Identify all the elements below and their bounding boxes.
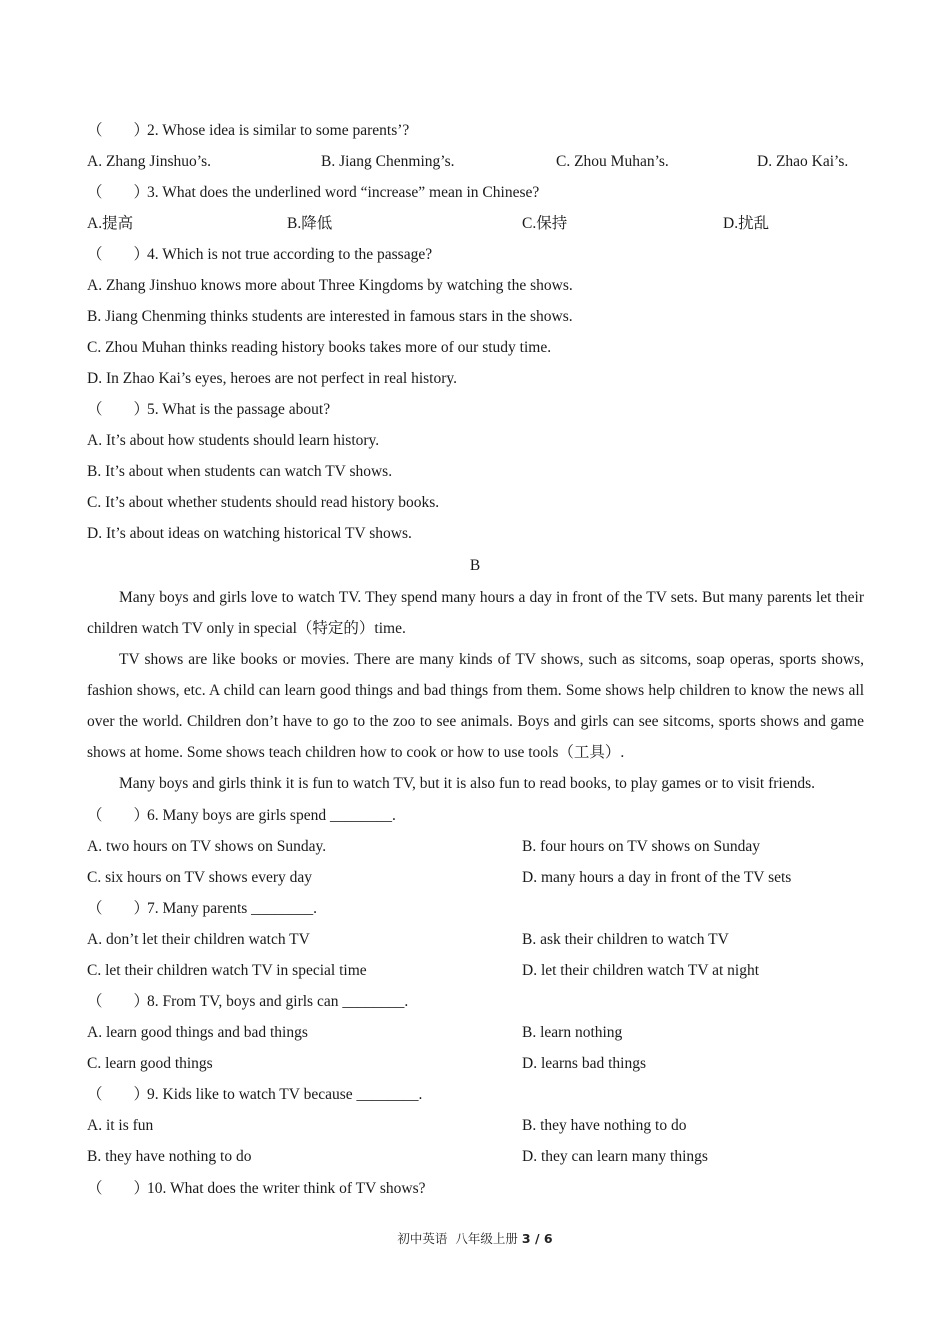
option-a: A.提高 [87, 215, 134, 232]
question-9 [87, 1085, 864, 1105]
option-c: C. Zhou Muhan’s. [556, 153, 669, 170]
question-8-options-row-1 [87, 1023, 864, 1043]
page-number: 3 / 6 [521, 1231, 553, 1246]
option-d: D. Zhao Kai’s. [757, 153, 849, 170]
option-d: D. many hours a day in front of the TV sets [522, 869, 792, 886]
option-b: B. learn nothing [522, 1024, 623, 1041]
option-b: B. four hours on TV shows on Sunday [522, 838, 760, 855]
option-c: B. they have nothing to do [87, 1148, 252, 1165]
option-b: B. It’s about when students can watch TV shows. [87, 463, 393, 480]
option-c: C. learn good things [87, 1055, 213, 1072]
question-10 [87, 1179, 864, 1199]
option-d: D.扰乱 [723, 215, 770, 232]
question-4 [87, 245, 864, 265]
answer-bracket: （ ） [87, 246, 150, 263]
answer-bracket: （ ） [87, 1086, 150, 1103]
option-a: A. Zhang Jinshuo knows more about Three Kingdoms by watching the shows. [87, 277, 573, 294]
question-stem: 4. Which is not true according to the passage? [147, 246, 433, 263]
question-7 [87, 899, 864, 919]
question-5 [87, 400, 864, 420]
footer-subject: 初中英语 [397, 1231, 448, 1246]
question-stem: 7. Many parents ________. [147, 900, 318, 917]
option-b: B. ask their children to watch TV [522, 931, 729, 948]
question-9-options-row-2 [87, 1147, 864, 1167]
question-stem: 3. What does the underlined word “increase” mean in Chinese? [147, 184, 540, 201]
option-a: A. don’t let their children watch TV [87, 931, 310, 948]
option-d: D. they can learn many things [522, 1148, 708, 1165]
option-a: A. it is fun [87, 1117, 154, 1134]
answer-bracket: （ ） [87, 184, 150, 201]
question-2-options [87, 152, 864, 172]
question-8 [87, 992, 864, 1012]
footer-grade: 八年级上册 [455, 1231, 518, 1246]
question-7-options-row-1 [87, 930, 864, 950]
answer-bracket: （ ） [87, 401, 150, 418]
question-stem: 6. Many boys are girls spend ________. [147, 807, 396, 824]
option-b: B. Jiang Chenming thinks students are interested in famous stars in the shows. [87, 308, 573, 325]
section-heading: B [469, 557, 481, 574]
question-2 [87, 121, 864, 141]
question-stem: 2. Whose idea is similar to some parents’? [147, 122, 410, 139]
option-a: A. learn good things and bad things [87, 1024, 308, 1041]
option-c: C.保持 [522, 215, 568, 232]
answer-bracket: （ ） [87, 807, 150, 824]
question-3-options [87, 214, 864, 234]
question-stem: 9. Kids like to watch TV because ________. [147, 1086, 423, 1103]
option-d: D. let their children watch TV at night [522, 962, 760, 979]
option-b: B. they have nothing to do [522, 1117, 687, 1134]
passage-paragraph-3: Many boys and girls think it is fun to watch TV, but it is also fun to read books, to play games or to visit friends. [119, 775, 816, 792]
question-6-options-row-2 [87, 868, 864, 888]
option-d: D. It’s about ideas on watching historical TV shows. [87, 525, 412, 542]
passage-paragraph-1: Many boys and girls love to watch TV. They spend many hours a day in front of the TV sets. But many parents let their children watch TV only in special（特定的）time. [87, 589, 864, 637]
option-c: C. six hours on TV shows every day [87, 869, 313, 886]
option-b: B.降低 [287, 215, 333, 232]
question-3 [87, 183, 864, 203]
question-8-options-row-2 [87, 1054, 864, 1074]
question-6 [87, 806, 864, 826]
answer-bracket: （ ） [87, 900, 150, 917]
answer-bracket: （ ） [87, 993, 150, 1010]
page-footer [0, 1229, 950, 1247]
question-stem: 8. From TV, boys and girls can ________. [147, 993, 409, 1010]
answer-bracket: （ ） [87, 1180, 150, 1197]
option-b: B. Jiang Chenming’s. [321, 153, 455, 170]
option-a: A. Zhang Jinshuo’s. [87, 153, 211, 170]
passage-paragraph-2: TV shows are like books or movies. There are many kinds of TV shows, such as sitcoms, soap operas, sports shows, fashion shows, etc. A child can learn good things and bad things from them. Some shows help children to know the news all over the world. Children don’t have to go to the zoo to see animals. Boys and girls can see sitcoms, sports shows and game shows at home. Some shows teach children how to cook or how to use tools（工具）. [87, 651, 864, 761]
option-c: C. It’s about whether students should read history books. [87, 494, 440, 511]
question-9-options-row-1 [87, 1116, 864, 1136]
question-stem: 10. What does the writer think of TV shows? [147, 1180, 426, 1197]
question-stem: 5. What is the passage about? [147, 401, 331, 418]
option-a: A. two hours on TV shows on Sunday. [87, 838, 327, 855]
answer-bracket: （ ） [87, 122, 150, 139]
option-d: D. learns bad things [522, 1055, 646, 1072]
option-a: A. It’s about how students should learn history. [87, 432, 380, 449]
question-7-options-row-2 [87, 961, 864, 981]
option-c: C. Zhou Muhan thinks reading history books takes more of our study time. [87, 339, 552, 356]
question-6-options-row-1 [87, 837, 864, 857]
option-c: C. let their children watch TV in special time [87, 962, 367, 979]
option-d: D. In Zhao Kai’s eyes, heroes are not perfect in real history. [87, 370, 457, 387]
